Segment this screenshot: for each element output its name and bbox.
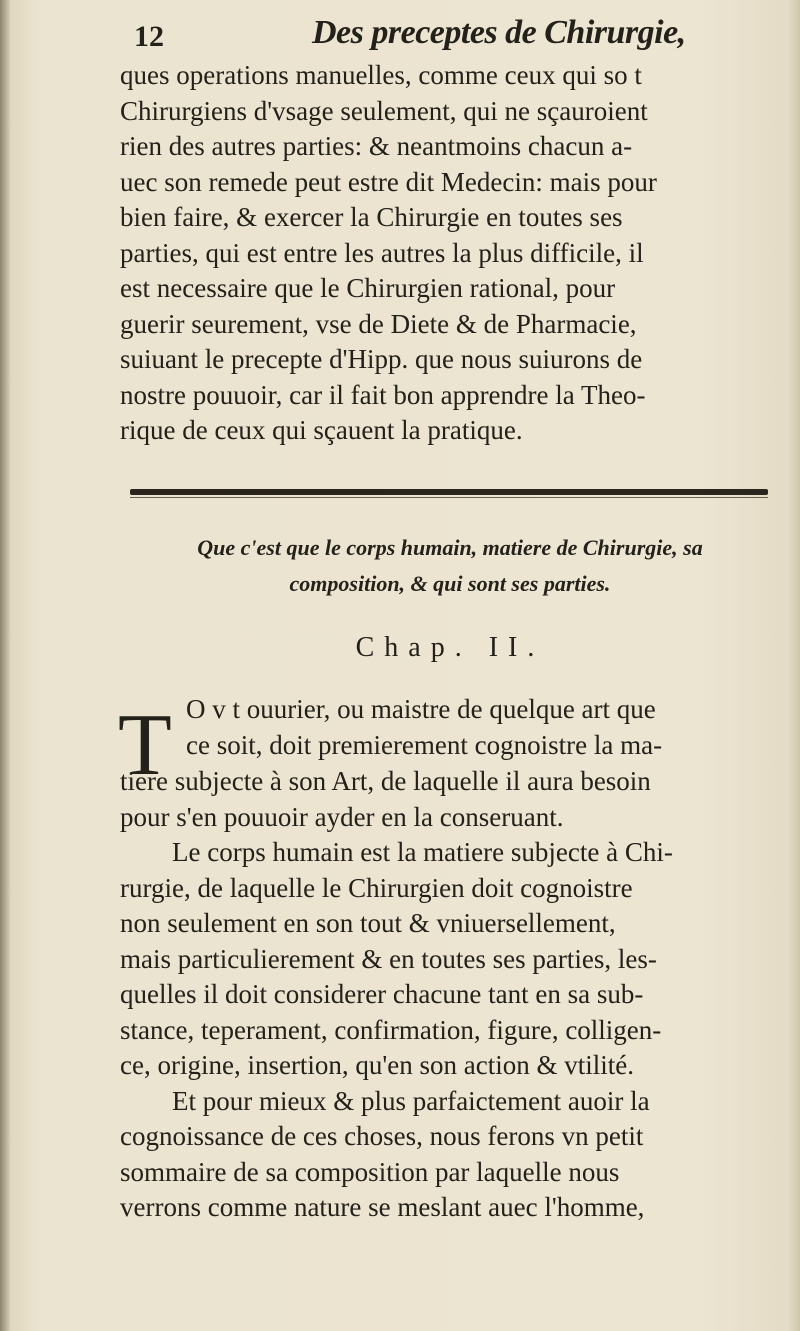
paragraph-1 xyxy=(120,58,780,449)
text-line: nostre pouuoir, car il fait bon apprendre la Theo- xyxy=(120,379,646,410)
section-divider-hairline xyxy=(130,497,768,498)
text-line: non seulement en son tout & vniuersellement, xyxy=(120,908,616,938)
chapter-heading: Chap. II. xyxy=(355,632,545,663)
text-line: verrons comme nature se meslant auec l'homme, xyxy=(120,1192,645,1222)
text-line: ce, origine, insertion, qu'en son action & vtilité. xyxy=(120,1050,635,1080)
page-spine-shadow xyxy=(0,0,10,1331)
text-line: rurgie, de laquelle le Chirurgien doit cognoistre xyxy=(120,872,633,903)
text-line: bien faire, & exercer la Chirurgie en toutes ses xyxy=(120,202,623,232)
text-line: Le corps humain est la matiere subjecte à Chi- xyxy=(172,837,673,867)
text-line: rique de ceux qui sçauent la pratique. xyxy=(120,415,523,445)
page-edge xyxy=(786,0,800,1331)
text-line: stance, teperament, confirmation, figure, colligen- xyxy=(120,1014,662,1045)
text-line: Et pour mieux & plus parfaictement auoir la xyxy=(172,1085,650,1116)
chapter-subtitle-line: composition, & qui sont ses parties. xyxy=(289,571,611,596)
chapter-subtitle xyxy=(120,530,780,602)
text-line: cognoissance de ces choses, nous ferons vn petit xyxy=(120,1121,644,1151)
text-line: est necessaire que le Chirurgien rational, pour xyxy=(120,273,616,303)
text-line: quelles il doit considerer chacune tant en sa sub- xyxy=(120,979,644,1009)
running-title: Des preceptes de Chirurgie, xyxy=(312,14,686,51)
drop-cap-letter: T xyxy=(118,697,172,794)
text-line: O v t ouurier, ou maistre de quelque art que xyxy=(186,694,656,724)
text-line: suiuant le precepte d'Hipp. que nous suiurons de xyxy=(120,344,643,374)
page-header xyxy=(120,6,780,56)
text-line: parties, qui est entre les autres la plus difficile, il xyxy=(120,237,644,268)
text-line: mais particulierement & en toutes ses parties, les- xyxy=(120,943,657,974)
page-number: 12 xyxy=(134,20,164,53)
text-line: uec son remede peut estre dit Medecin: mais pour xyxy=(120,166,657,197)
paragraph-2-opening xyxy=(186,692,782,763)
text-line: rien des autres parties: & neantmoins chacun a- xyxy=(120,131,633,161)
text-line: sommaire de sa composition par laquelle nous xyxy=(120,1156,620,1187)
text-line: guerir seurement, vse de Diete & de Pharmacie, xyxy=(120,308,637,339)
chapter-subtitle-line: Que c'est que le corps humain, matiere de Chirurgie, sa xyxy=(197,535,703,560)
text-line: Chirurgiens d'vsage seulement, qui ne sçauroient xyxy=(120,95,648,126)
section-divider-rule xyxy=(130,489,768,495)
paragraph-2-continued xyxy=(120,764,780,1226)
text-line: tiere subjecte à son Art, de laquelle il aura besoin xyxy=(120,766,651,796)
text-line: pour s'en pouuoir ayder en la conseruant. xyxy=(120,801,564,832)
text-line: ques operations manuelles, comme ceux qui so t xyxy=(120,60,642,90)
text-line: ce soit, doit premierement cognoistre la ma- xyxy=(186,729,663,760)
